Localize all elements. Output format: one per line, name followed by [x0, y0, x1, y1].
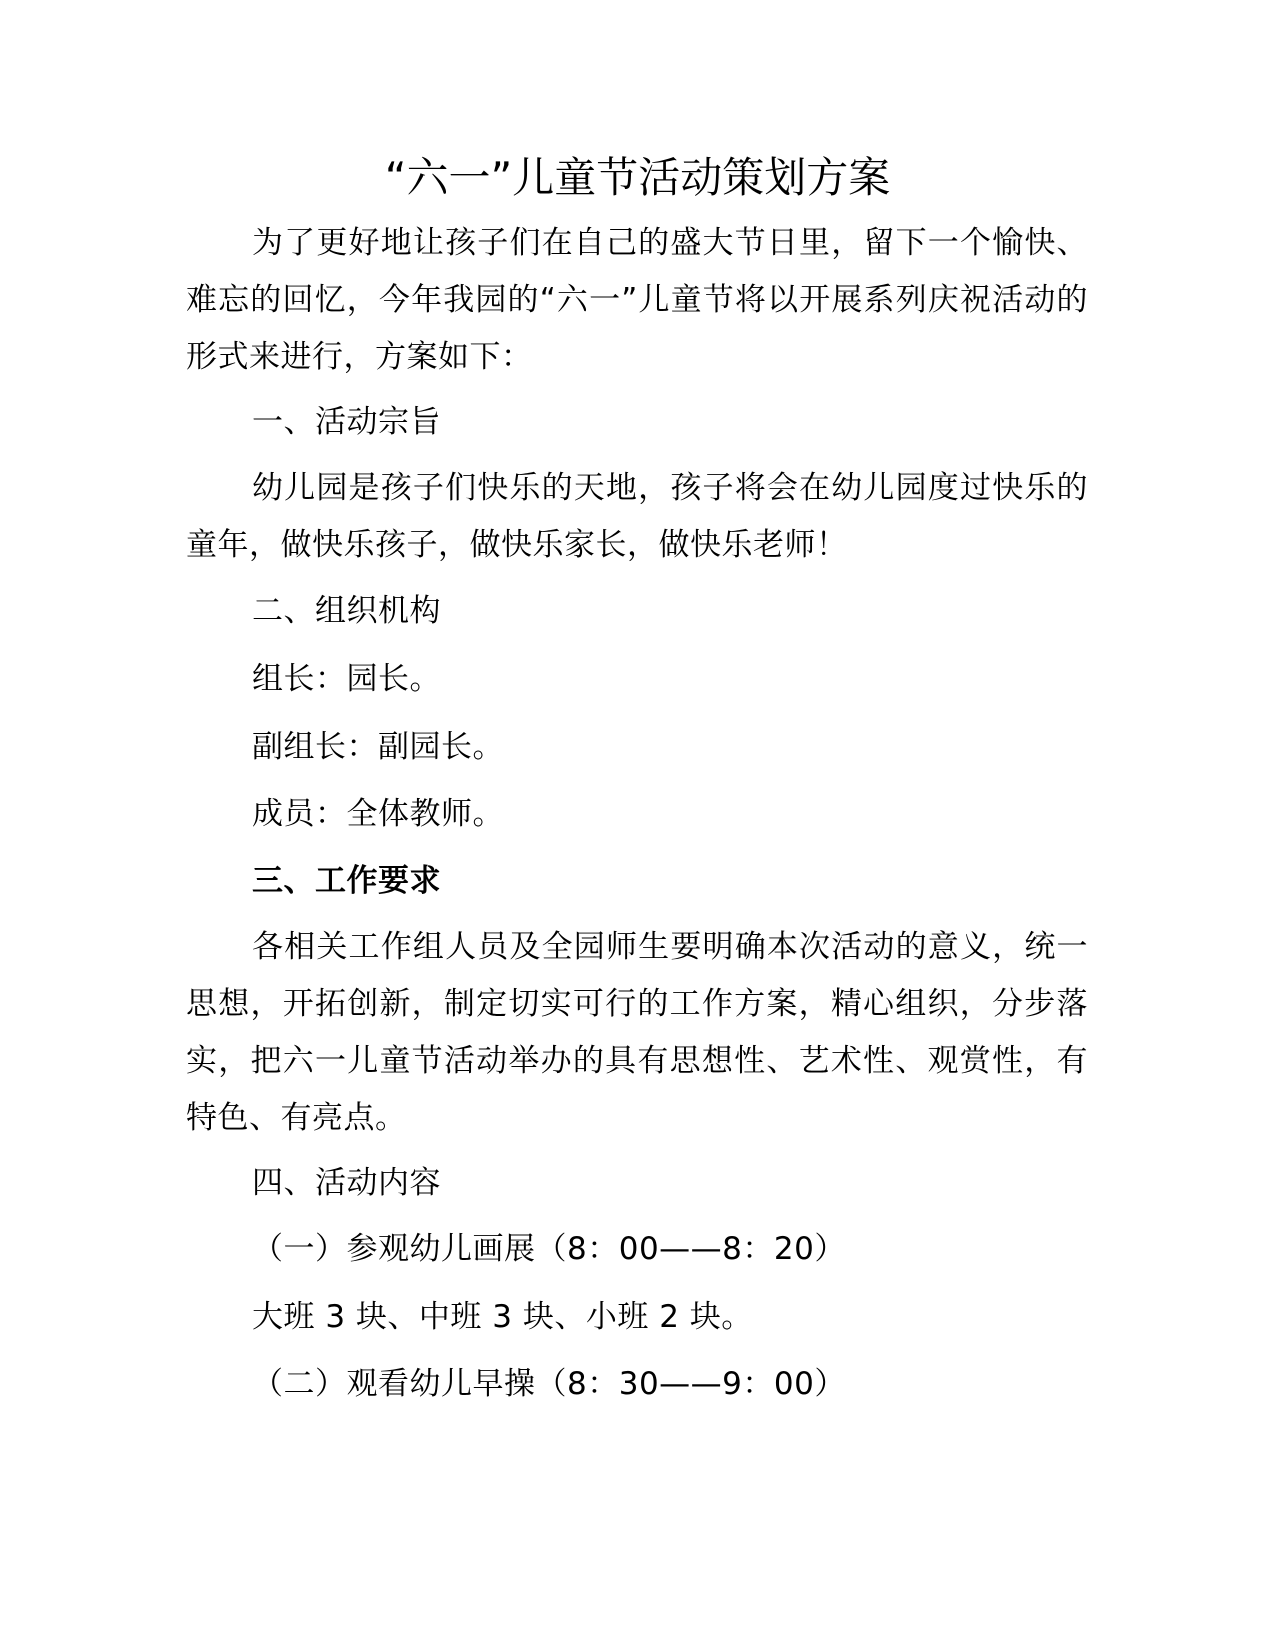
requirements-paragraph: 各相关工作组人员及全园师生要明确本次活动的意义，统一思想，开拓创新，制定切实可行的工作方案，精心组织，分步落实，把六一儿童节活动举办的具有思想性、艺术性、观赏性，有特色、有亮点。: [186, 929, 1088, 1136]
item-heading-morning-exercise: （二）观看幼儿早操（8：30——9：00）: [252, 1366, 846, 1402]
document-title: “六一”儿童节活动策划方案: [384, 153, 891, 202]
section-heading-organization: 二、组织机构: [252, 593, 441, 629]
section-heading-requirements: 三、工作要求: [252, 863, 441, 899]
art-exhibition-text: 大班 3 块、中班 3 块、小班 2 块。: [252, 1299, 753, 1335]
members-line: 成员：全体教师。: [252, 796, 504, 832]
item-heading-art-exhibition: （一）参观幼儿画展（8：00——8：20）: [252, 1231, 846, 1267]
purpose-paragraph: 幼儿园是孩子们快乐的天地，孩子将会在幼儿园度过快乐的童年，做快乐孩子，做快乐家长，做快乐老师！: [186, 470, 1088, 563]
deputy-leader-line: 副组长：副园长。: [252, 729, 504, 765]
section-heading-content: 四、活动内容: [252, 1165, 441, 1201]
intro-paragraph: 为了更好地让孩子们在自己的盛大节日里，留下一个愉快、难忘的回忆，今年我园的“六一”儿童节将以开展系列庆祝活动的形式来进行，方案如下：: [186, 225, 1088, 375]
section-heading-purpose: 一、活动宗旨: [252, 404, 441, 440]
leader-line: 组长：园长。: [252, 661, 441, 697]
